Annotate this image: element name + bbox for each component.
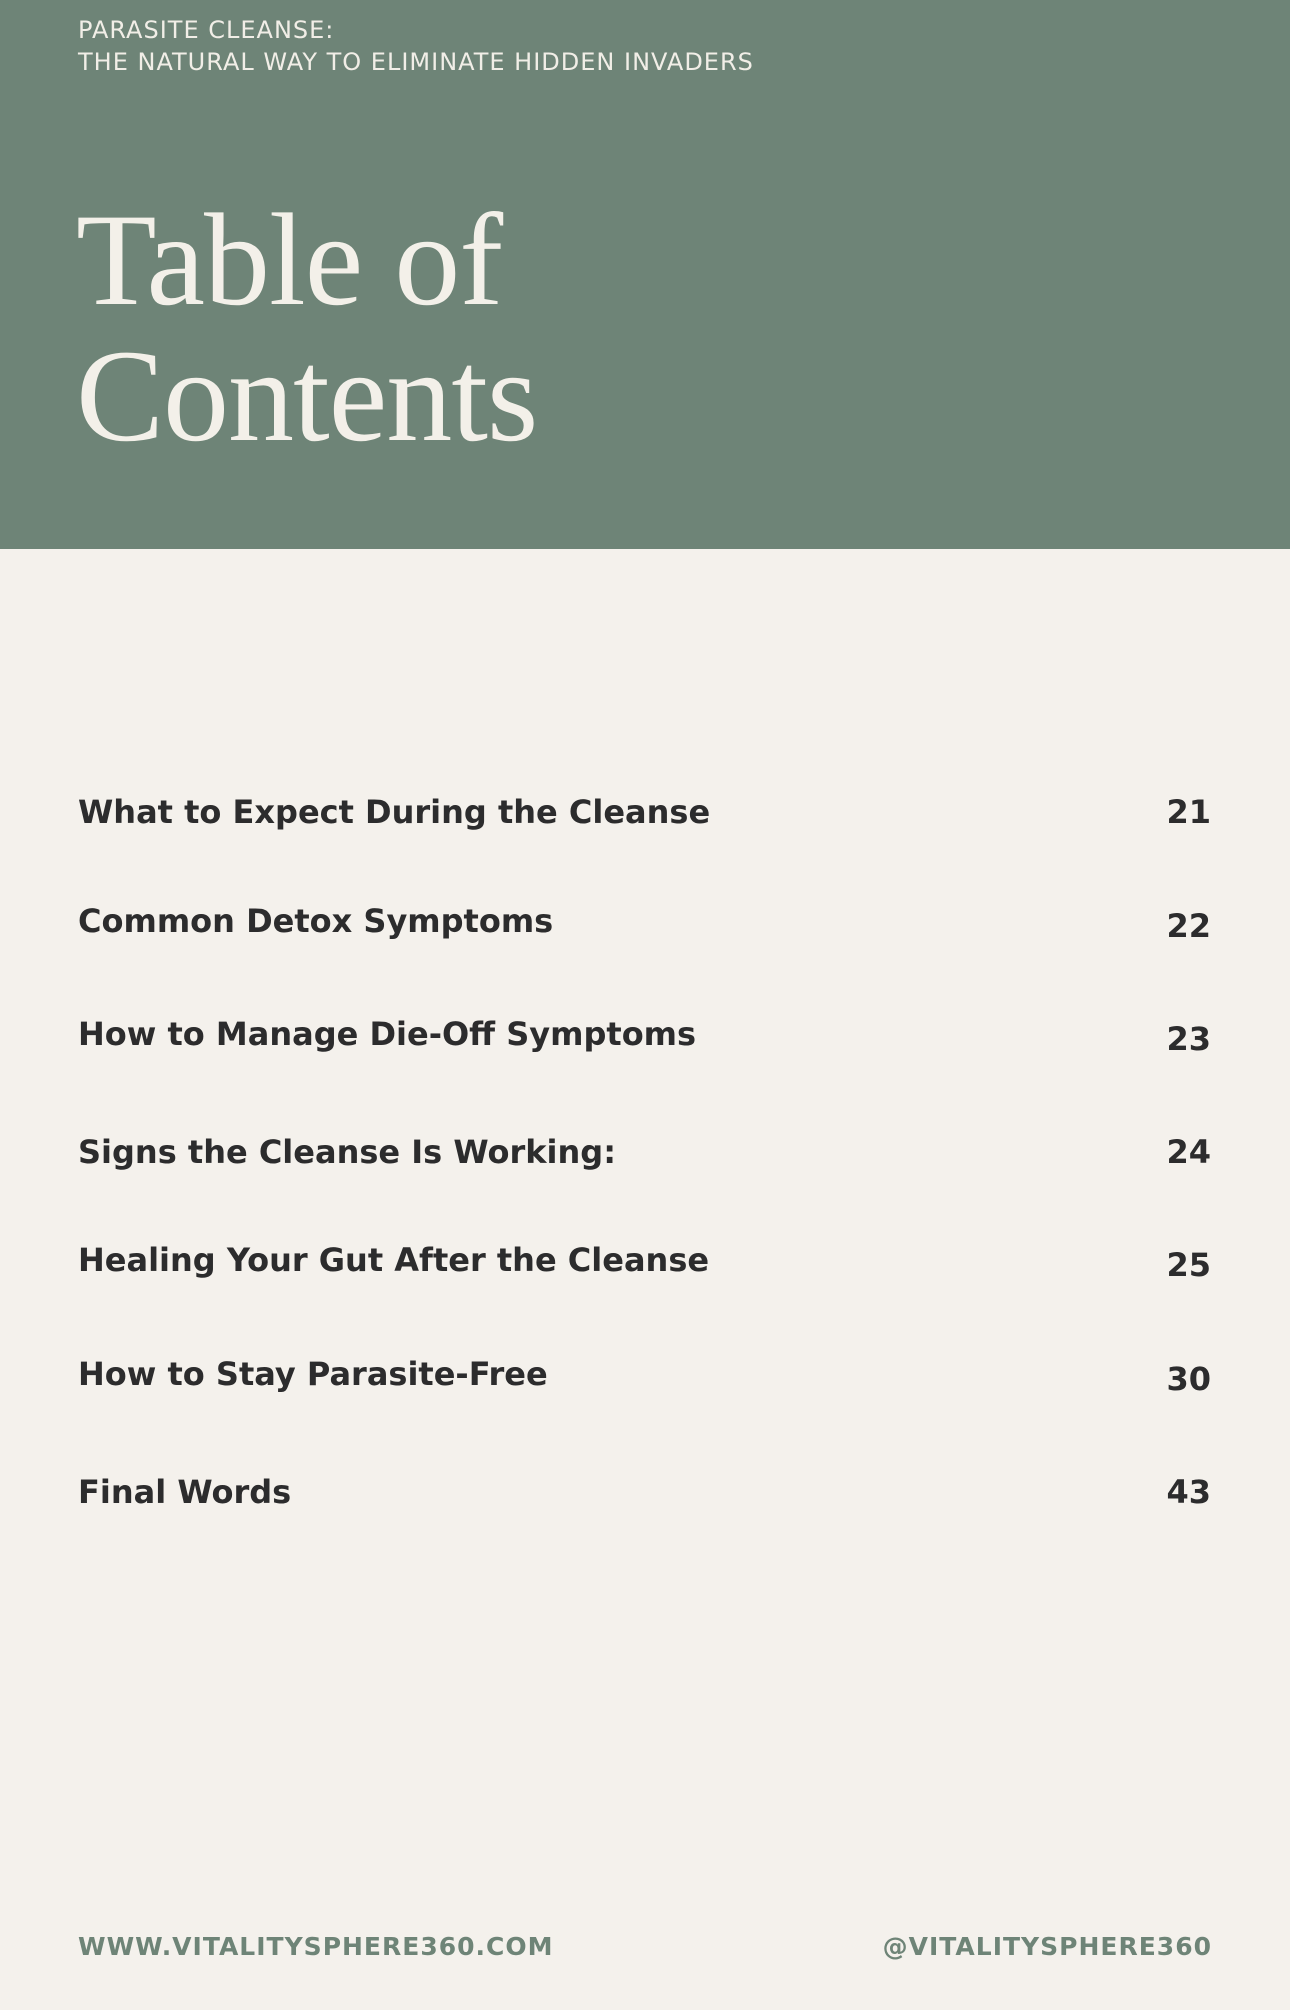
toc-entry-page: 43 <box>1166 1473 1211 1511</box>
subtitle-line-2: THE NATURAL WAY TO ELIMINATE HIDDEN INVADERS <box>78 48 754 76</box>
document-subtitle <box>78 14 754 78</box>
header-banner <box>0 0 1290 549</box>
toc-entry-label: Healing Your Gut After the Cleanse <box>78 1241 710 1279</box>
toc-entry-label: How to Manage Die-Off Symptoms <box>78 1015 697 1053</box>
toc-entry[interactable] <box>78 896 1211 946</box>
toc-entry-label: How to Stay Parasite-Free <box>78 1355 548 1393</box>
toc-entry-label: Common Detox Symptoms <box>78 902 554 940</box>
title-line-2: Contents <box>76 322 538 469</box>
toc-entry[interactable] <box>78 1235 1211 1285</box>
toc-entry[interactable] <box>78 1467 1211 1517</box>
toc-entry[interactable] <box>78 1127 1211 1177</box>
toc-entry[interactable] <box>78 787 1211 837</box>
title-line-1: Table of <box>76 186 503 333</box>
toc-entry-page: 21 <box>1166 793 1211 831</box>
toc-entry-label: What to Expect During the Cleanse <box>78 793 711 831</box>
toc-entry[interactable] <box>78 1009 1211 1059</box>
toc-entry[interactable] <box>78 1349 1211 1399</box>
subtitle-line-1: PARASITE CLEANSE: <box>78 16 335 44</box>
toc-entry-page: 22 <box>1166 907 1211 945</box>
toc-entry-label: Signs the Cleanse Is Working: <box>78 1133 616 1171</box>
toc-entry-page: 25 <box>1166 1246 1211 1284</box>
footer-website-link[interactable]: WWW.VITALITYSPHERE360.COM <box>78 1932 554 1961</box>
toc-entry-label: Final Words <box>78 1473 292 1511</box>
toc-entry-page: 23 <box>1166 1020 1211 1058</box>
toc-entry-page: 30 <box>1166 1360 1211 1398</box>
page-title <box>76 186 538 469</box>
footer-social-handle[interactable]: @VITALITYSPHERE360 <box>882 1932 1212 1961</box>
toc-entry-page: 24 <box>1166 1133 1211 1171</box>
